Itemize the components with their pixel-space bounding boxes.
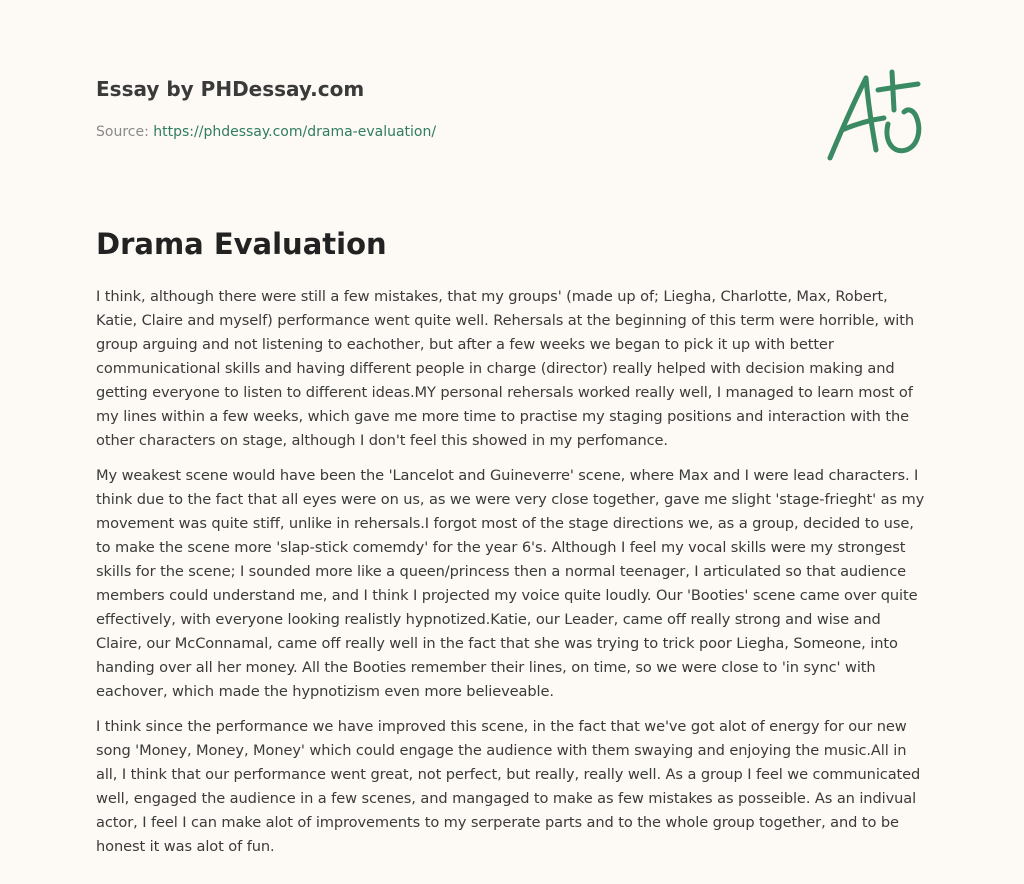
source-line — [96, 124, 436, 140]
essay-paragraph: My weakest scene would have been the 'Lancelot and Guineverre' scene, where Max and I were lead characters. I think due to the fact that all eyes were on us, as we were very close together, gave me slight 'stage-frieght' as my movement was quite stiff, unlike in rehersals.I forgot most of the stage directions we, as a group, decided to use, to make the scene more 'slap-stick comemdy' for the year 6's. Although I feel my vocal skills were my strongest skills for the scene; I sounded more like a queen/princess then a normal teenager, I articulated so that audience members could understand me, and I think I projected my voice quite loudly. Our 'Booties' scene came over quite effectively, with everyone looking realistly hypnotized.Katie, our Leader, came off really strong and wise and Claire, our McConnamal, came off really well in the fact that she was trying to trick poor Liegha, Someone, into handing over all her money. All the Booties remember their lines, on time, so we were close to 'in sync' with eachover, which made the hypnotizism even more believeable. — [96, 467, 925, 700]
essay-title: Drama Evaluation — [96, 227, 387, 261]
essay-paragraph: I think since the performance we have improved this scene, in the fact that we've got alot of energy for our new song 'Money, Money, Money' which could engage the audience with them swaying and enjoying the music.All in all, I think that our performance went great, not perfect, but really, really well. As a group I feel we communicated well, engaged the audience in a few scenes, and mangaged to make as few mistakes as posseible. As an indivual actor, I feel I can make alot of improvements to my serperate parts and to the whole group together, and to be honest it was alot of fun. — [96, 718, 921, 855]
essay-paragraph: I think, although there were still a few mistakes, that my groups' (made up of; Liegha, Charlotte, Max, Robert, Katie, Claire and myself) performance went quite well. Rehersals at the beginning of this term were horrible, with group arguing and not listening to eachother, but after a few weeks we began to pick it up with better communicational skills and having different people in charge (director) really helped with decision making and getting everyone to listen to different ideas.MY personal rehersals worked really well, I managed to learn most of my lines within a few weeks, which gave me more time to practise my staging positions and interaction with the other characters on stage, although I don't feel this showed in my perfomance. — [96, 288, 915, 449]
essay-body — [96, 285, 930, 870]
essay-header — [96, 74, 928, 140]
a-plus-logo-icon — [822, 68, 928, 164]
source-label: Source: — [96, 124, 154, 140]
site-title: Essay by PHDessay.com — [96, 77, 365, 101]
source-link[interactable]: https://phdessay.com/drama-evaluation/ — [153, 124, 437, 140]
